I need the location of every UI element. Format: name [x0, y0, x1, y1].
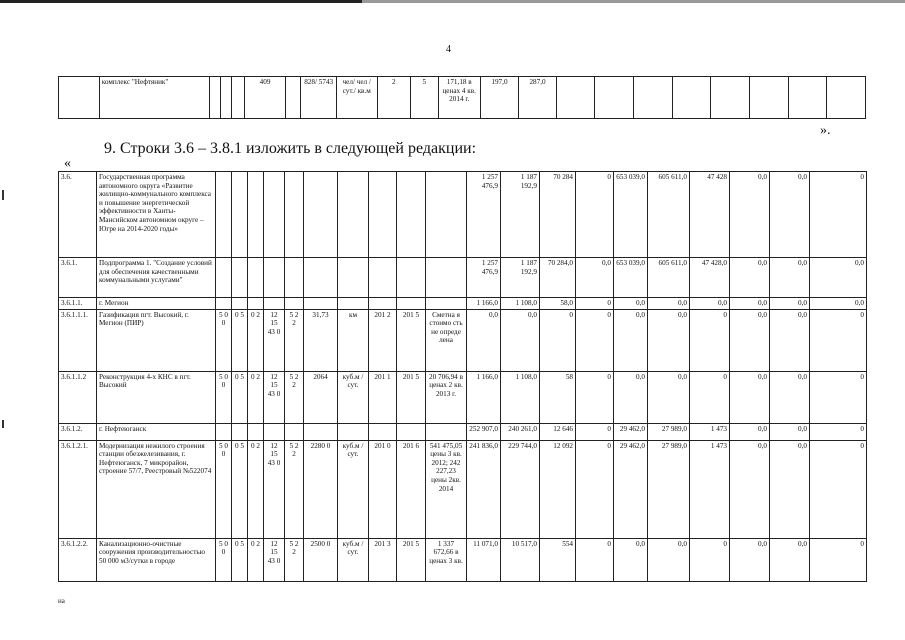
- table-cell: 1 337 672,66 в ценах 3 кв.: [426, 538, 467, 581]
- table-cell: 0 2: [248, 371, 264, 423]
- table-cell: 12 15 43 0: [264, 440, 285, 538]
- table-cell: 0: [810, 538, 867, 581]
- table-row: [59, 258, 867, 298]
- table-cell: 27 989,0: [648, 423, 690, 440]
- table-cell: [788, 77, 827, 119]
- row-number-cell: 3.6.1.1.2: [59, 371, 97, 423]
- table-row: [59, 77, 866, 119]
- table-cell: комплекс "Нефтяник": [99, 77, 210, 119]
- table-cell: 240 261,0: [501, 423, 540, 440]
- table-cell: [304, 423, 338, 440]
- table-cell: 653 039,0: [614, 258, 648, 298]
- table-cell: 0,0: [576, 258, 614, 298]
- table-cell: 12 15 43 0: [264, 538, 285, 581]
- table-cell: [827, 77, 866, 119]
- table-cell: 29 462,0: [614, 423, 648, 440]
- table-cell: 201 1: [369, 371, 397, 423]
- table-cell: [426, 172, 467, 258]
- footer-note: на: [58, 597, 65, 605]
- table-cell: [304, 298, 338, 310]
- table-cell: 0,0: [730, 371, 770, 423]
- table-cell: 0,0: [648, 298, 690, 310]
- table-cell: [232, 423, 248, 440]
- row-number-cell: 3.6.1.1.: [59, 298, 97, 310]
- table-cell: 541 475,05 цены 3 кв. 2012; 242 227,23 цены 2кв. 2014: [426, 440, 467, 538]
- table-cell: 828/ 5743: [301, 77, 336, 119]
- table-cell: 1 166,0: [467, 298, 501, 310]
- table-cell: [397, 298, 426, 310]
- table-cell: 1 108,0: [501, 298, 540, 310]
- table-cell: [556, 77, 595, 119]
- row-name-cell: г. Нефтеюганск: [97, 423, 216, 440]
- table-cell: 5 0 0: [216, 538, 232, 581]
- table-cell: 0: [810, 423, 867, 440]
- table-cell: 0,0: [770, 309, 810, 371]
- table-cell: [369, 298, 397, 310]
- table-cell: 0,0: [770, 172, 810, 258]
- table-cell: [248, 258, 264, 298]
- table-cell: 5: [410, 77, 438, 119]
- table-cell: 47 428,0: [690, 258, 730, 298]
- table-cell: 5 2 2: [285, 440, 304, 538]
- table-cell: 0 5: [232, 538, 248, 581]
- row-name-cell: Подпрограмма 1. "Создание условий для обеспечения качественными коммунальными услугами": [97, 258, 216, 298]
- table-cell: 0,0: [614, 309, 648, 371]
- table-cell: 12 092: [540, 440, 576, 538]
- table-cell: 0: [810, 371, 867, 423]
- table-cell: 2064: [304, 371, 338, 423]
- table-cell: [59, 77, 100, 119]
- row-number-cell: 3.6.1.2.: [59, 423, 97, 440]
- table-cell: [232, 172, 248, 258]
- table-cell: 0 5: [232, 309, 248, 371]
- table-cell: [369, 258, 397, 298]
- top-edge-line: [0, 0, 905, 3]
- row-number-cell: 3.6.: [59, 172, 97, 258]
- table-cell: 252 907,0: [467, 423, 501, 440]
- row-name-cell: Реконструкция 4-х КНС в пгт. Высокий: [97, 371, 216, 423]
- table-cell: [232, 258, 248, 298]
- table-cell: 12 646: [540, 423, 576, 440]
- table-cell: [285, 258, 304, 298]
- table-cell: 11 071,0: [467, 538, 501, 581]
- table-cell: [248, 423, 264, 440]
- closing-quote: ».: [820, 123, 831, 138]
- table-cell: 201 6: [397, 440, 426, 538]
- row-name-cell: г. Мегион: [97, 298, 216, 310]
- row-name-cell: Газификация пгт. Высокий, г. Мегион (ПИР): [97, 309, 216, 371]
- table-cell: [248, 298, 264, 310]
- table-cell: 0,0: [730, 258, 770, 298]
- table-cell: [285, 172, 304, 258]
- table-cell: 20 706,94 в ценах 2 кв. 2013 г.: [426, 371, 467, 423]
- table-cell: 0,0: [730, 440, 770, 538]
- table-cell: 1 187 192,9: [501, 258, 540, 298]
- table-row: [59, 309, 867, 371]
- table-cell: 29 462,0: [614, 440, 648, 538]
- table-cell: 58: [540, 371, 576, 423]
- table-cell: 1 108,0: [501, 371, 540, 423]
- table-cell: 0,0: [648, 371, 690, 423]
- table-cell: [369, 172, 397, 258]
- previous-page-table: [58, 76, 866, 119]
- table-cell: 5 2 2: [285, 538, 304, 581]
- table-cell: 0,0: [614, 538, 648, 581]
- row-number-cell: 3.6.1.1.1.: [59, 309, 97, 371]
- row-number-cell: 3.6.1.2.1.: [59, 440, 97, 538]
- table-cell: 5 0 0: [216, 371, 232, 423]
- row-number-cell: 3.6.1.: [59, 258, 97, 298]
- table-cell: 0,0: [770, 423, 810, 440]
- table-cell: 0 2: [248, 440, 264, 538]
- table-cell: [338, 298, 369, 310]
- table-cell: 0,0: [770, 440, 810, 538]
- row-name-cell: Государственная программа автономного округа «Развитие жилищно-коммунального комплекса и повышение энергетической эффективности в Ханты-Мансийском автономном округе – Югре на 2014-2020 годы»: [97, 172, 216, 258]
- table-cell: 605 611,0: [648, 172, 690, 258]
- table-cell: 1 473: [690, 440, 730, 538]
- table-cell: 27 989,0: [648, 440, 690, 538]
- table-row: [59, 440, 867, 538]
- table-cell: 1 187 192,9: [501, 172, 540, 258]
- table-row: [59, 371, 867, 423]
- table-cell: 0,0: [730, 172, 770, 258]
- table-cell: 0,0: [648, 538, 690, 581]
- table-cell: 287,0: [519, 77, 557, 119]
- table-cell: 201 3: [369, 538, 397, 581]
- table-cell: 5 2 2: [285, 309, 304, 371]
- table-cell: [285, 423, 304, 440]
- table-cell: [216, 423, 232, 440]
- table-row: [59, 172, 867, 258]
- table-cell: Сметна я стоимо сть не опреде лена: [426, 309, 467, 371]
- table-cell: 1 257 476,9: [467, 172, 501, 258]
- table-cell: [286, 77, 301, 119]
- row-number-cell: 3.6.1.2.2.: [59, 538, 97, 581]
- table-cell: 31,73: [304, 309, 338, 371]
- table-cell: 1 473: [690, 423, 730, 440]
- table-cell: [338, 423, 369, 440]
- table-cell: [285, 298, 304, 310]
- table-cell: 554: [540, 538, 576, 581]
- table-cell: 653 039,0: [614, 172, 648, 258]
- table-cell: 0,0: [770, 298, 810, 310]
- scan-mark: [2, 420, 4, 428]
- table-cell: 0: [576, 440, 614, 538]
- scan-mark: [2, 190, 4, 200]
- table-cell: [304, 172, 338, 258]
- table-cell: 0: [690, 309, 730, 371]
- table-cell: [338, 258, 369, 298]
- table-cell: куб.м / сут.: [338, 371, 369, 423]
- main-table: [58, 171, 867, 582]
- table-cell: 0,0: [730, 309, 770, 371]
- table-cell: 201 5: [397, 371, 426, 423]
- table-cell: 0,0: [730, 423, 770, 440]
- table-cell: [426, 298, 467, 310]
- table-cell: 409: [244, 77, 286, 119]
- row-name-cell: Модернизация нежилого строения станции обезжелезивания, г. Нефтеюганск, 7 микрорайон, строение 57/7, Реестровый №522074: [97, 440, 216, 538]
- table-cell: [264, 258, 285, 298]
- table-cell: 2280 0: [304, 440, 338, 538]
- table-cell: 0: [576, 309, 614, 371]
- table-cell: 605 611,0: [648, 258, 690, 298]
- table-cell: 0,0: [770, 371, 810, 423]
- table-cell: [264, 423, 285, 440]
- table-cell: 70 284: [540, 172, 576, 258]
- table-cell: 0,0: [648, 309, 690, 371]
- table-cell: 5 0 0: [216, 309, 232, 371]
- table-cell: [264, 172, 285, 258]
- table-cell: 201 0: [369, 440, 397, 538]
- table-cell: 0: [810, 309, 867, 371]
- table-cell: 0 2: [248, 309, 264, 371]
- table-cell: [304, 258, 338, 298]
- table-cell: [231, 77, 244, 119]
- table-cell: 12 15 43 0: [264, 371, 285, 423]
- table-cell: 197,0: [480, 77, 519, 119]
- table-cell: 0: [576, 172, 614, 258]
- table-cell: 0,0: [810, 258, 867, 298]
- table-cell: куб.м / сут.: [338, 440, 369, 538]
- table-cell: 0 5: [232, 440, 248, 538]
- table-cell: [221, 77, 232, 119]
- table-cell: 0: [576, 538, 614, 581]
- table-cell: [369, 423, 397, 440]
- table-cell: [210, 77, 221, 119]
- table-cell: [216, 258, 232, 298]
- table-cell: [595, 77, 634, 119]
- table-cell: 0: [810, 440, 867, 538]
- table-cell: 0,0: [467, 309, 501, 371]
- table-cell: [264, 298, 285, 310]
- table-cell: 0: [576, 298, 614, 310]
- table-cell: [397, 423, 426, 440]
- table-cell: [634, 77, 673, 119]
- table-cell: 12 15 43 0: [264, 309, 285, 371]
- table-cell: [216, 298, 232, 310]
- table-cell: [338, 172, 369, 258]
- table-cell: 171,18 в ценах 4 кв. 2014 г.: [438, 77, 480, 119]
- table-cell: 1 166,0: [467, 371, 501, 423]
- table-cell: 0,0: [770, 538, 810, 581]
- table-cell: 201 2: [369, 309, 397, 371]
- table-cell: 201 5: [397, 309, 426, 371]
- table-cell: 0,0: [690, 298, 730, 310]
- table-cell: 0,0: [614, 371, 648, 423]
- table-row: [59, 538, 867, 581]
- table-cell: 0: [576, 423, 614, 440]
- table-cell: [426, 258, 467, 298]
- table-cell: 0 2: [248, 538, 264, 581]
- table-cell: 201 5: [397, 538, 426, 581]
- page-number: 4: [446, 44, 451, 55]
- table-cell: 0,0: [810, 298, 867, 310]
- table-cell: 5 2 2: [285, 371, 304, 423]
- table-cell: 0,0: [501, 309, 540, 371]
- table-cell: 0: [690, 371, 730, 423]
- table-cell: 70 284,0: [540, 258, 576, 298]
- table-cell: 1 257 476,9: [467, 258, 501, 298]
- table-cell: [711, 77, 750, 119]
- table-cell: [216, 172, 232, 258]
- table-cell: [248, 172, 264, 258]
- table-cell: [672, 77, 711, 119]
- table-cell: чел/ чел / сут./ кв.м: [336, 77, 377, 119]
- table-row: [59, 298, 867, 310]
- table-cell: [397, 172, 426, 258]
- table-cell: 0: [576, 371, 614, 423]
- table-cell: 58,0: [540, 298, 576, 310]
- table-cell: куб.м / сут.: [338, 538, 369, 581]
- table-cell: [397, 258, 426, 298]
- row-name-cell: Канализационно-очистные сооружения производительностью 50 000 м3/сутки в городе: [97, 538, 216, 581]
- table-cell: 229 744,0: [501, 440, 540, 538]
- table-cell: км: [338, 309, 369, 371]
- opening-quote: «: [64, 156, 71, 171]
- table-cell: 2500 0: [304, 538, 338, 581]
- section-heading: 9. Строки 3.6 – 3.8.1 изложить в следующей редакции:: [104, 140, 477, 157]
- table-cell: 241 836,0: [467, 440, 501, 538]
- table-cell: 0: [540, 309, 576, 371]
- table-cell: 0,0: [730, 538, 770, 581]
- table-cell: 0,0: [770, 258, 810, 298]
- table-cell: 2: [377, 77, 410, 119]
- table-cell: 0: [810, 172, 867, 258]
- table-cell: [426, 423, 467, 440]
- table-cell: 0,0: [614, 298, 648, 310]
- table-row: [59, 423, 867, 440]
- table-cell: [232, 298, 248, 310]
- table-cell: 5 0 0: [216, 440, 232, 538]
- table-cell: [749, 77, 788, 119]
- table-cell: 10 517,0: [501, 538, 540, 581]
- table-cell: 0 5: [232, 371, 248, 423]
- table-cell: 0,0: [730, 298, 770, 310]
- table-cell: 47 428: [690, 172, 730, 258]
- table-cell: 0: [690, 538, 730, 581]
